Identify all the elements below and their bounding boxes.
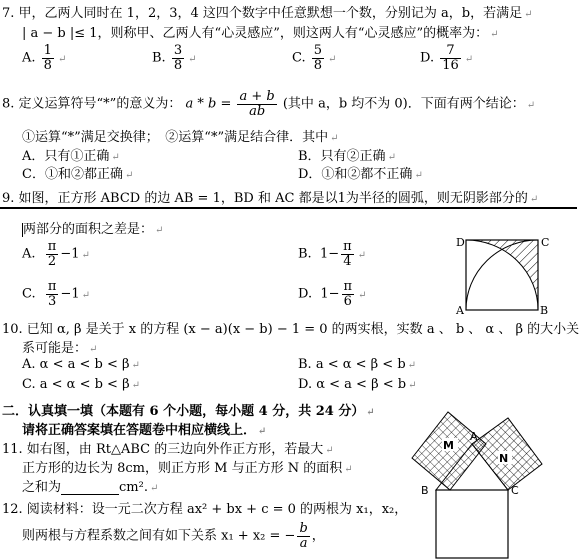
fig-label-b2: B	[421, 484, 429, 497]
q11-pythagoras-figure	[412, 398, 572, 560]
section-2-title: 二．认真填一填（本题有 6 个小题，每小题 4 分，共 24 分） ↵	[2, 404, 375, 419]
q9-option-a: A. $\frac{\pi}{2}$ −1 ↵	[22, 239, 90, 269]
q8-statements: ①运算“*”满足交换律； ②运算“*”满足结合律．其中 ↵	[22, 130, 339, 145]
q11-line3: 之和为 cm². ↵	[22, 480, 159, 495]
fig-label-a: A	[456, 304, 464, 317]
q8-option-b: B．只有②正确 ↵	[298, 149, 396, 164]
q7-option-a: A. $\frac{1}{8}$ ↵	[22, 43, 67, 73]
q9-option-c: C. $\frac{\pi}{3}$ −1 ↵	[22, 279, 90, 309]
q8-option-c: C．①和②都正确 ↵	[22, 167, 134, 182]
q10-stem-line1: 10. 已知 α, β 是关于 x 的方程 (x − a)(x − b) − 1 = 0 的两实根，实数 a 、 b 、 α 、 β 的大小关	[2, 322, 579, 337]
fig-label-a2: A	[470, 430, 478, 443]
q8-option-d: D．①和②都不正确 ↵	[298, 167, 423, 182]
q8-option-a: A．只有①正确 ↵	[22, 149, 120, 164]
q9-stem-line2: 两部分的面积之差是： ↵	[23, 222, 164, 237]
q10-option-a: A. α < a < b < β ↵	[22, 357, 140, 372]
q7-stem-line1: 7. 甲，乙两人同时在 1，2，3，4 这四个数字中任意默想一个数，分别记为 a，b，若满足 ↵	[2, 6, 533, 21]
q7-stem-line2: | a − b |≤ 1，则称甲、乙两人有“心灵感应”，则这两人有“心灵感应”的概率为： ↵	[22, 26, 499, 41]
q11-answer-blank	[61, 482, 119, 495]
q10-stem-line2: 系可能是： ↵	[22, 341, 98, 356]
q7-option-d: D. $\frac{7}{16}$ ↵	[420, 43, 474, 73]
q11-line2: 正方形的边长为 8cm，则正方形 M 与正方形 N 的面积 ↵	[22, 461, 353, 476]
page-break-rule	[0, 207, 577, 209]
section-2-subtitle: 请将正确答案填在答题卷中相应横线上． ↵	[22, 423, 267, 438]
q10-option-c: C. a < α < b < β ↵	[22, 377, 140, 392]
q12-line1: 12. 阅读材料：设一元二次方程 ax² + bx + c = 0 的两根为 x₁，x₂，	[2, 502, 408, 517]
fig-label-d: D	[456, 236, 465, 249]
fig-label-c2: C	[511, 484, 519, 497]
q9-option-b: B. 1− $\frac{\pi}{4}$ ↵	[298, 239, 367, 269]
fig-label-c: C	[541, 236, 550, 249]
q8-fraction: $\frac{a + b}{ab}$	[239, 89, 275, 119]
q9-square-figure	[448, 232, 550, 317]
q12-fraction: $\frac{b}{a}$	[299, 521, 308, 551]
q10-option-b: B. a < α < β < b ↵	[298, 357, 417, 372]
q9-option-d: D. 1− $\frac{\pi}{6}$ ↵	[298, 279, 367, 309]
q10-option-d: D. α < a < β < b ↵	[298, 377, 417, 392]
q7-option-b: B. $\frac{3}{8}$ ↵	[152, 43, 197, 73]
q9-stem-line1: 9. 如图，正方形 ABCD 的边 AB = 1，BD 和 AC 都是以1为半径的圆弧，则无阴影部分的 ↵	[2, 191, 539, 206]
fig-label-m: M	[443, 439, 454, 452]
fig-label-n: N	[499, 452, 509, 465]
q11-line1: 11. 如右图，由 Rt△ABC 的三边向外作正方形，若最大 ↵	[2, 442, 334, 457]
q12-line2: 则两根与方程系数之间有如下关系 x₁ + x₂ = − $\frac{b}{a}$ ，	[22, 521, 325, 551]
fig-label-b: B	[540, 304, 549, 317]
q8-stem-line1: 8. 定义运算符号“*”的意义为： a * b = $\frac{a + b}{ab}$ (其中 a，b 均不为 0)．下面有两个结论： ↵	[2, 89, 536, 119]
q7-option-c: C. $\frac{5}{8}$ ↵	[292, 43, 337, 73]
